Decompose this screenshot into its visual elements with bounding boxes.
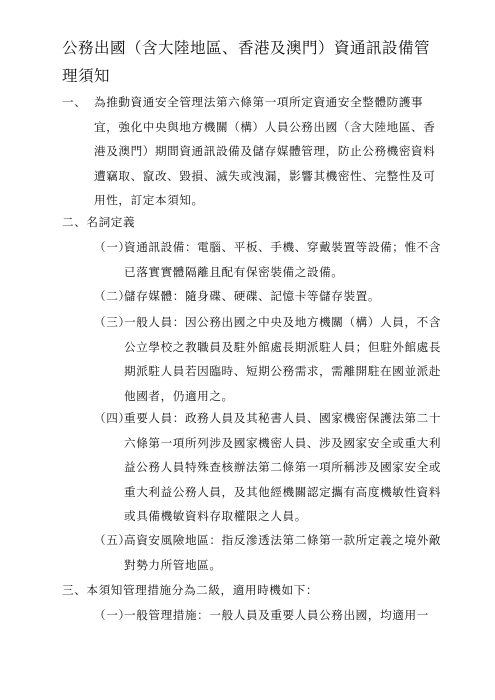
measure-item-1: [94, 603, 442, 628]
definition-item-1: [94, 235, 442, 284]
section-3: [62, 578, 318, 603]
section-number: 三、: [62, 583, 87, 597]
item-text: 一般人員：因公務出國之中央及地方機關（構）人員，不含公立學校之教職員及駐外館處長期派駐人員；但駐外館處長期派駐人員若因臨時、短期公務需求，需離開駐在國並派赴他國者，仍適用之。: [124, 315, 442, 403]
definition-item-5: [94, 528, 442, 577]
item-text: 資通訊設備：電腦、平板、手機、穿戴裝置等設備；惟不含已落實實體隔離且配有保密裝備之設備。: [124, 240, 442, 279]
item-number: （二）: [94, 289, 131, 303]
definition-item-3: [94, 310, 442, 408]
item-number: （五）: [94, 533, 131, 547]
item-number: （四）: [94, 411, 131, 425]
section-heading: 本須知管理措施分為二級，適用時機如下：: [86, 583, 319, 597]
section-number: 一、: [62, 95, 87, 109]
item-text: 重要人員：政務人員及其秘書人員、國家機密保護法第二十六條第一項所列涉及國家機密人員、涉及國家安全或重大利益公務人員特殊查核辦法第二條第一項所稱涉及國家安全或重大利益公務人員，及其他經機關認定攜有高度機敏性資料或具備機敏資料存取權限之人員。: [124, 411, 442, 523]
item-number: （一）: [94, 240, 131, 254]
item-text: 一般管理措施：一般人員及重要人員公務出國，均適用一: [124, 608, 429, 622]
section-text: 為推動資通安全管理法第六條第一項所定資通安全整體防護事宜，強化中央與地方機關（構）人員公務出國（含大陸地區、香港及澳門）期間資通訊設備及儲存媒體管理，防止公務機密資料遭竊取、竄改、毀損、滅失或洩漏，影響其機密性、完整性及可用性，訂定本須知。: [94, 95, 436, 207]
definition-item-4: [94, 406, 442, 529]
section-1: [62, 90, 442, 213]
section-number: 二、: [62, 215, 87, 229]
section-heading: 名詞定義: [86, 215, 136, 229]
item-number: （一）: [94, 608, 131, 622]
document-title: 公務出國（含大陸地區、香港及澳門）資通訊設備管理須知: [62, 39, 431, 85]
definition-item-2: [94, 284, 442, 309]
item-text: 高資安風險地區：指反滲透法第二條第一款所定義之境外敵對勢力所管地區。: [124, 533, 442, 572]
section-2: [62, 210, 135, 235]
item-text: 儲存媒體：隨身碟、硬碟、記憶卡等儲存裝置。: [124, 289, 381, 303]
item-number: （三）: [94, 315, 131, 329]
